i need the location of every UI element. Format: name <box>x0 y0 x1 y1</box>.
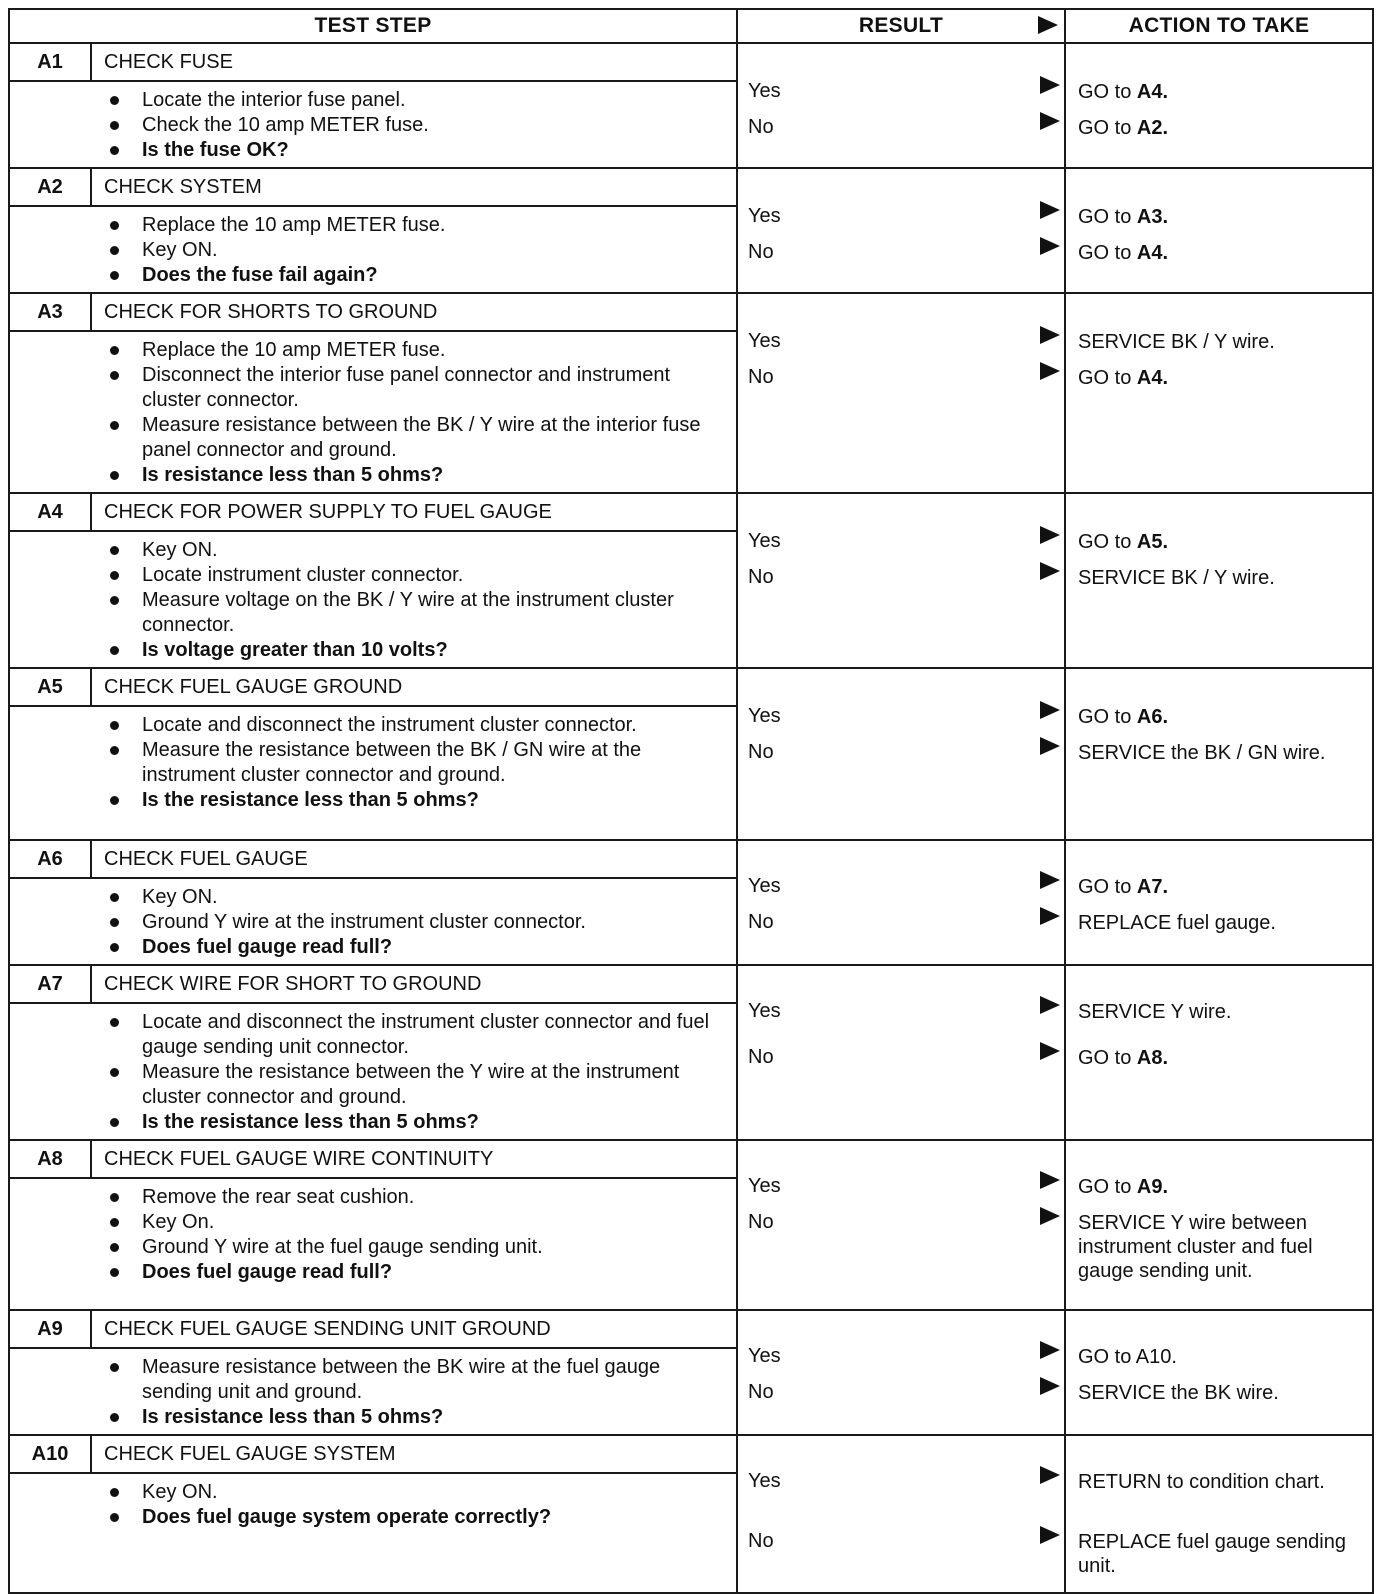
right-arrow-icon <box>1040 701 1060 724</box>
result-label: Yes <box>748 1175 781 1197</box>
right-arrow-icon <box>1040 1341 1060 1364</box>
result-cell <box>737 293 1065 493</box>
action-text-main: GO to <box>1078 1047 1137 1069</box>
step-instruction: Check the 10 amp METER fuse. <box>106 113 726 138</box>
step-title: CHECK WIRE FOR SHORT TO GROUND <box>104 972 482 995</box>
step-question: Does fuel gauge read full? <box>106 1260 726 1285</box>
action-text-main: SERVICE the BK / GN wire. <box>1078 742 1326 764</box>
action-text <box>1078 116 1366 140</box>
test-step-cell <box>9 43 737 168</box>
result-label: Yes <box>748 1000 781 1022</box>
step-instruction: Measure the resistance between the BK / GN wire at the instrument cluster connector and ground. <box>106 738 726 788</box>
action-cell <box>1065 43 1373 168</box>
result-label: Yes <box>748 530 781 552</box>
right-arrow-icon <box>1040 1526 1060 1549</box>
right-arrow-icon <box>1040 112 1060 135</box>
step-instructions <box>10 332 736 492</box>
action-text <box>1078 741 1366 765</box>
diagnostic-table <box>8 8 1374 1594</box>
result-label: No <box>748 1046 774 1068</box>
test-step-cell <box>9 493 737 668</box>
action-text-main: GO to <box>1078 117 1137 139</box>
action-step-ref: A4. <box>1136 242 1169 264</box>
header-test-step: TEST STEP <box>9 9 737 43</box>
step-title: CHECK FUEL GAUGE <box>104 847 308 870</box>
action-cell <box>1065 293 1373 493</box>
step-question: Is the resistance less than 5 ohms? <box>106 1110 726 1135</box>
step-instructions <box>10 879 736 964</box>
step-instructions <box>10 1179 736 1289</box>
right-arrow-icon <box>1040 76 1060 99</box>
step-title: CHECK FOR POWER SUPPLY TO FUEL GAUGE <box>104 500 552 523</box>
step-id: A4 <box>10 494 92 530</box>
action-step-ref: A7. <box>1136 876 1169 898</box>
result-label: Yes <box>748 1345 781 1367</box>
action-text-main: RETURN to condition chart. <box>1078 1471 1325 1493</box>
step-question: Does fuel gauge read full? <box>106 935 726 960</box>
result-cell <box>737 1435 1065 1593</box>
result-label: Yes <box>748 1470 781 1492</box>
right-arrow-icon <box>1040 1042 1060 1065</box>
right-arrow-icon <box>1040 1171 1060 1194</box>
step-id: A3 <box>10 294 92 330</box>
result-label: No <box>748 1530 774 1552</box>
right-arrow-icon <box>1038 16 1058 40</box>
right-arrow-icon <box>1040 526 1060 549</box>
action-cell <box>1065 168 1373 293</box>
step-title: CHECK FOR SHORTS TO GROUND <box>104 300 438 323</box>
step-id: A2 <box>10 169 92 205</box>
step-id: A8 <box>10 1141 92 1177</box>
action-text-main: GO to <box>1078 242 1137 264</box>
action-text-main: GO to <box>1078 876 1137 898</box>
step-id: A9 <box>10 1311 92 1347</box>
step-header <box>10 669 736 707</box>
result-label: Yes <box>748 875 781 897</box>
test-step-cell <box>9 668 737 840</box>
result-label: Yes <box>748 705 781 727</box>
result-cell <box>737 668 1065 840</box>
action-text <box>1078 366 1366 390</box>
result-label: No <box>748 1211 774 1233</box>
step-header <box>10 494 736 532</box>
right-arrow-icon <box>1040 1207 1060 1230</box>
step-id: A10 <box>10 1436 92 1472</box>
result-cell <box>737 493 1065 668</box>
step-instructions <box>10 207 736 292</box>
result-label: Yes <box>748 80 781 102</box>
table-row <box>9 1140 1373 1310</box>
action-text-main: GO to <box>1078 531 1137 553</box>
step-instructions <box>10 707 736 817</box>
action-text <box>1078 330 1366 354</box>
header-result <box>737 9 1065 43</box>
step-id: A1 <box>10 44 92 80</box>
test-step-cell <box>9 1140 737 1310</box>
step-instruction: Key On. <box>106 1210 726 1235</box>
test-step-cell <box>9 1310 737 1435</box>
action-step-ref: A4. <box>1136 81 1169 103</box>
action-cell <box>1065 668 1373 840</box>
step-question: Is resistance less than 5 ohms? <box>106 1405 726 1430</box>
action-text <box>1078 911 1366 935</box>
right-arrow-icon <box>1040 1466 1060 1489</box>
result-label: No <box>748 911 774 933</box>
result-label: Yes <box>748 205 781 227</box>
table-row <box>9 840 1373 965</box>
step-instruction: Key ON. <box>106 1480 726 1505</box>
result-cell <box>737 840 1065 965</box>
action-text-main: REPLACE fuel gauge sending unit. <box>1078 1531 1346 1577</box>
right-arrow-icon <box>1040 907 1060 930</box>
step-instruction: Disconnect the interior fuse panel connector and instrument cluster connector. <box>106 363 726 413</box>
step-instruction: Locate the interior fuse panel. <box>106 88 726 113</box>
action-text-main: REPLACE fuel gauge. <box>1078 912 1276 934</box>
test-step-cell <box>9 168 737 293</box>
step-instruction: Key ON. <box>106 885 726 910</box>
step-title: CHECK FUEL GAUGE SENDING UNIT GROUND <box>104 1317 551 1340</box>
action-cell <box>1065 1435 1373 1593</box>
table-row <box>9 1310 1373 1435</box>
result-cell <box>737 1140 1065 1310</box>
step-header <box>10 966 736 1004</box>
action-text <box>1078 1470 1366 1494</box>
action-text <box>1078 241 1366 265</box>
step-question: Is the fuse OK? <box>106 138 726 163</box>
table-row <box>9 965 1373 1140</box>
step-instruction: Replace the 10 amp METER fuse. <box>106 213 726 238</box>
test-step-cell <box>9 840 737 965</box>
table-row <box>9 293 1373 493</box>
action-text <box>1078 1046 1366 1070</box>
step-instruction: Locate and disconnect the instrument cluster connector. <box>106 713 726 738</box>
right-arrow-icon <box>1040 1377 1060 1400</box>
right-arrow-icon <box>1040 871 1060 894</box>
table-row <box>9 1435 1373 1593</box>
step-instruction: Measure the resistance between the Y wire at the instrument cluster connector and ground. <box>106 1060 726 1110</box>
right-arrow-icon <box>1040 737 1060 760</box>
action-cell <box>1065 1140 1373 1310</box>
table-row <box>9 668 1373 840</box>
result-cell <box>737 43 1065 168</box>
action-text <box>1078 205 1366 229</box>
step-title: CHECK FUEL GAUGE WIRE CONTINUITY <box>104 1147 494 1170</box>
step-id: A5 <box>10 669 92 705</box>
step-title: CHECK FUSE <box>104 50 233 73</box>
action-text-main: SERVICE the BK wire. <box>1078 1382 1279 1404</box>
step-instruction: Key ON. <box>106 238 726 263</box>
action-text <box>1078 1530 1366 1578</box>
right-arrow-icon <box>1040 237 1060 260</box>
action-text <box>1078 1175 1366 1199</box>
action-text-main: SERVICE BK / Y wire. <box>1078 567 1275 589</box>
step-question: Is resistance less than 5 ohms? <box>106 463 726 488</box>
action-step-ref: A8. <box>1136 1047 1169 1069</box>
action-text <box>1078 80 1366 104</box>
test-step-cell <box>9 965 737 1140</box>
result-label: No <box>748 566 774 588</box>
header-action-to-take: ACTION TO TAKE <box>1065 9 1373 43</box>
action-text-main: GO to A10. <box>1078 1346 1177 1368</box>
action-text <box>1078 705 1366 729</box>
right-arrow-icon <box>1040 326 1060 349</box>
result-cell <box>737 1310 1065 1435</box>
step-header <box>10 1436 736 1474</box>
step-instructions <box>10 1474 736 1534</box>
step-title: CHECK FUEL GAUGE SYSTEM <box>104 1442 396 1465</box>
action-cell <box>1065 493 1373 668</box>
step-header <box>10 44 736 82</box>
result-label: No <box>748 366 774 388</box>
right-arrow-icon <box>1040 562 1060 585</box>
table-row <box>9 493 1373 668</box>
step-question: Is the resistance less than 5 ohms? <box>106 788 726 813</box>
step-header <box>10 1311 736 1349</box>
action-step-ref: A9. <box>1136 1176 1169 1198</box>
action-text <box>1078 1381 1366 1405</box>
step-instructions <box>10 82 736 167</box>
action-text-main: GO to <box>1078 206 1137 228</box>
action-text-main: GO to <box>1078 81 1137 103</box>
result-label: No <box>748 116 774 138</box>
step-instructions <box>10 1004 736 1139</box>
step-instruction: Replace the 10 amp METER fuse. <box>106 338 726 363</box>
action-text <box>1078 530 1366 554</box>
step-id: A7 <box>10 966 92 1002</box>
step-header <box>10 1141 736 1179</box>
action-text-main: GO to <box>1078 1176 1137 1198</box>
step-header <box>10 169 736 207</box>
result-cell <box>737 965 1065 1140</box>
step-id: A6 <box>10 841 92 877</box>
step-instructions <box>10 1349 736 1434</box>
result-label: No <box>748 741 774 763</box>
action-text-main: SERVICE BK / Y wire. <box>1078 331 1275 353</box>
right-arrow-icon <box>1040 201 1060 224</box>
step-title: CHECK FUEL GAUGE GROUND <box>104 675 403 698</box>
step-instruction: Measure resistance between the BK / Y wire at the interior fuse panel connector and ground. <box>106 413 726 463</box>
action-step-ref: A4. <box>1136 367 1169 389</box>
action-step-ref: A5. <box>1136 531 1169 553</box>
action-text <box>1078 566 1366 590</box>
action-cell <box>1065 965 1373 1140</box>
result-label: Yes <box>748 330 781 352</box>
test-step-cell <box>9 1435 737 1593</box>
result-label: No <box>748 1381 774 1403</box>
step-instruction: Remove the rear seat cushion. <box>106 1185 726 1210</box>
action-step-ref: A2. <box>1136 117 1169 139</box>
step-question: Is voltage greater than 10 volts? <box>106 638 726 663</box>
step-instruction: Ground Y wire at the fuel gauge sending unit. <box>106 1235 726 1260</box>
step-instructions <box>10 532 736 667</box>
result-label: No <box>748 241 774 263</box>
step-instruction: Measure resistance between the BK wire at the fuel gauge sending unit and ground. <box>106 1355 726 1405</box>
step-question: Does fuel gauge system operate correctly? <box>106 1505 726 1530</box>
test-step-cell <box>9 293 737 493</box>
table-row <box>9 43 1373 168</box>
action-text-main: SERVICE Y wire. <box>1078 1001 1232 1023</box>
step-instruction: Locate and disconnect the instrument cluster connector and fuel gauge sending unit connector. <box>106 1010 726 1060</box>
action-step-ref: A6. <box>1136 706 1169 728</box>
step-question: Does the fuse fail again? <box>106 263 726 288</box>
table-body <box>9 43 1373 1593</box>
result-cell <box>737 168 1065 293</box>
action-text <box>1078 875 1366 899</box>
action-text-main: GO to <box>1078 367 1137 389</box>
header-result-label: RESULT <box>858 14 944 37</box>
right-arrow-icon <box>1040 362 1060 385</box>
action-text <box>1078 1345 1366 1369</box>
step-header <box>10 841 736 879</box>
step-instruction: Locate instrument cluster connector. <box>106 563 726 588</box>
step-instruction: Measure voltage on the BK / Y wire at the instrument cluster connector. <box>106 588 726 638</box>
step-instruction: Key ON. <box>106 538 726 563</box>
step-title: CHECK SYSTEM <box>104 175 262 198</box>
right-arrow-icon <box>1040 996 1060 1019</box>
table-header-row <box>9 9 1373 43</box>
step-instruction: Ground Y wire at the instrument cluster connector. <box>106 910 726 935</box>
action-text <box>1078 1211 1366 1283</box>
step-header <box>10 294 736 332</box>
table-row <box>9 168 1373 293</box>
action-text-main: SERVICE Y wire between instrument cluster and fuel gauge sending unit. <box>1078 1212 1313 1282</box>
action-cell <box>1065 840 1373 965</box>
action-text-main: GO to <box>1078 706 1137 728</box>
action-cell <box>1065 1310 1373 1435</box>
action-step-ref: A3. <box>1136 206 1169 228</box>
action-text <box>1078 1000 1366 1024</box>
